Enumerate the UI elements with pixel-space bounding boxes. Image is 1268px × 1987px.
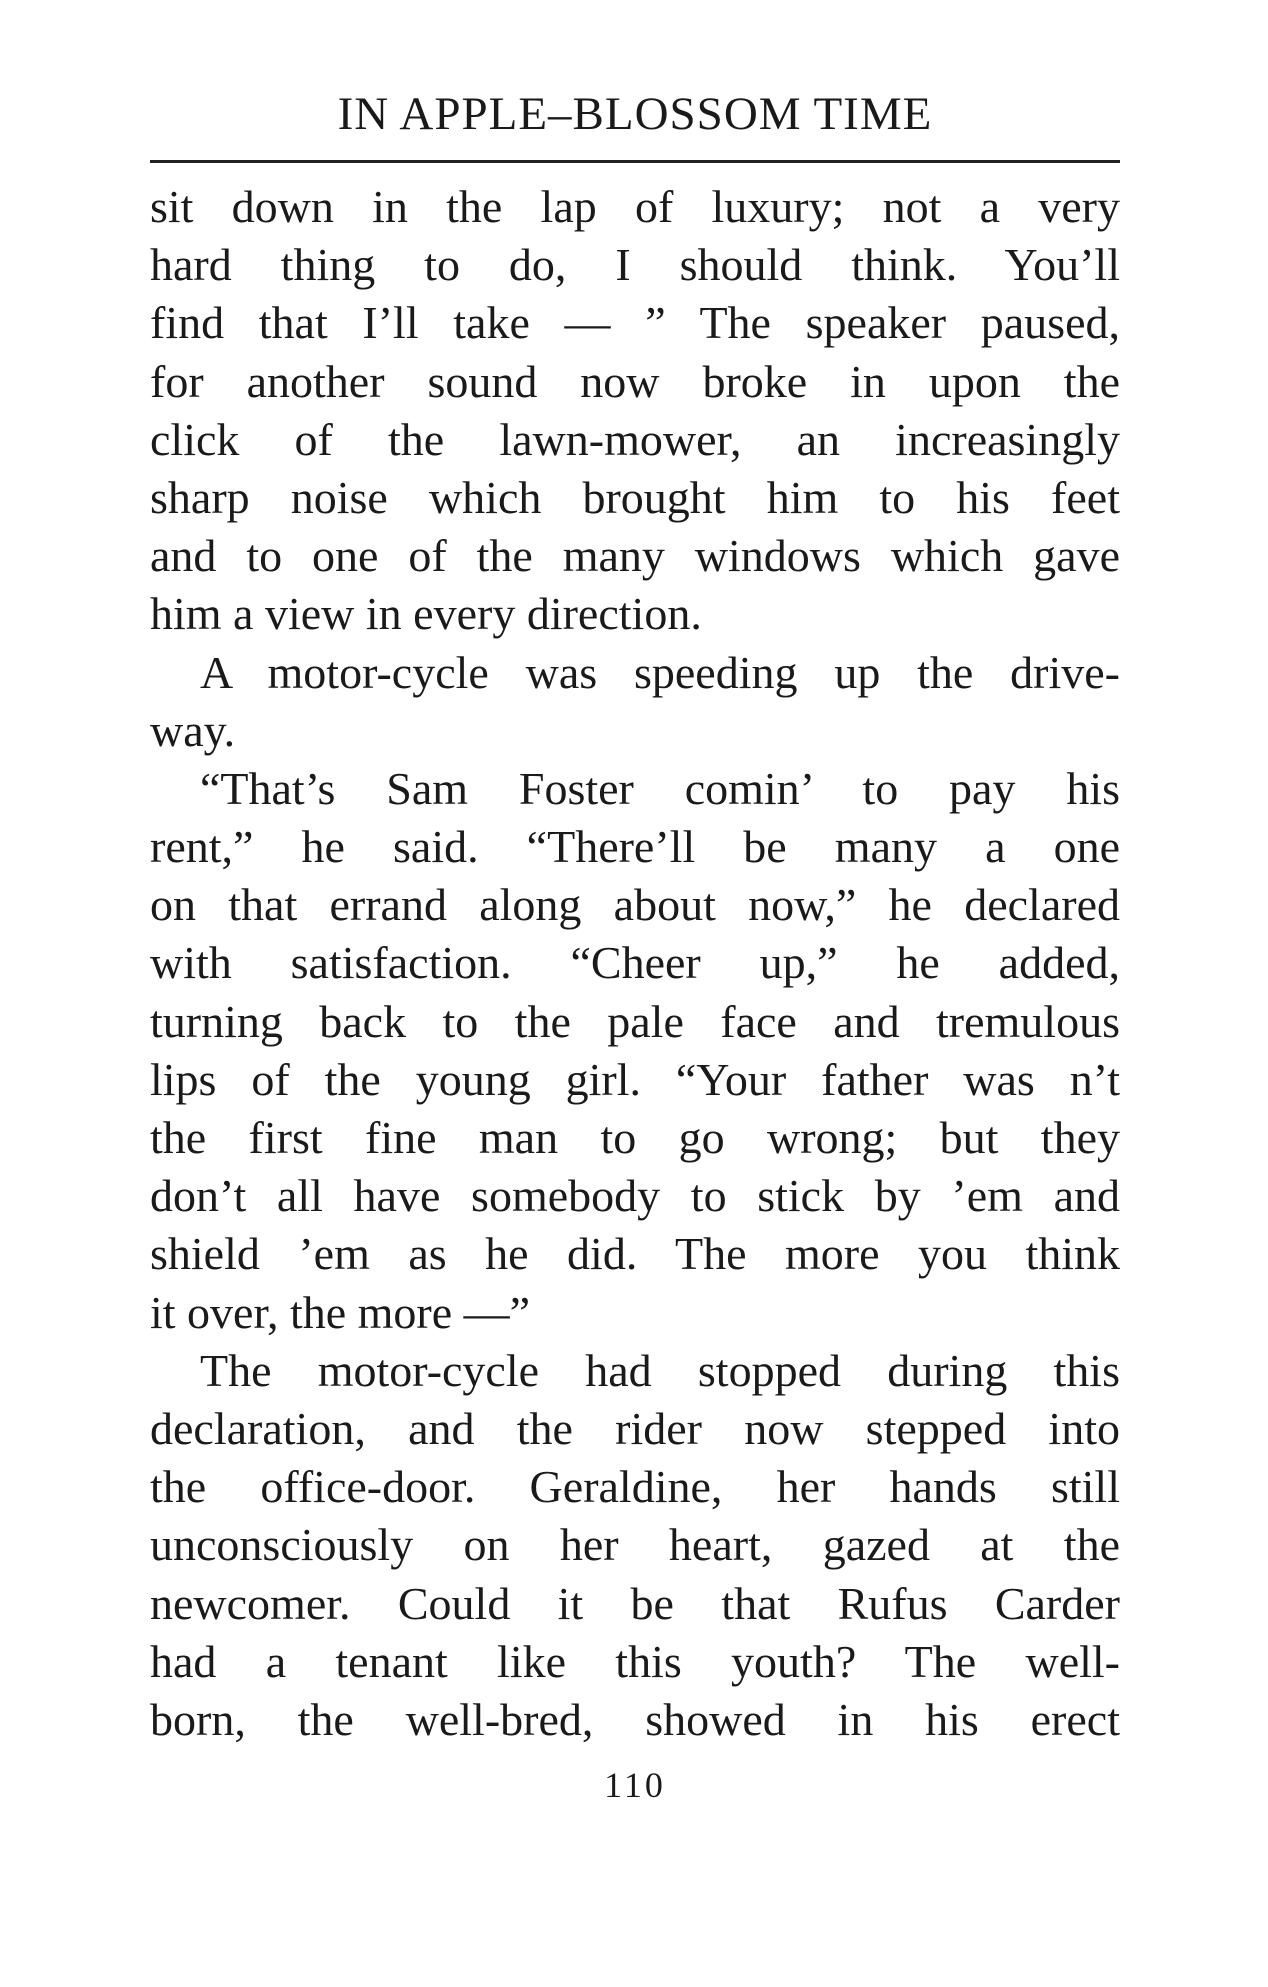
text-line: hard thing to do, I should think. You’ll bbox=[150, 239, 1120, 291]
text-line: newcomer. Could it be that Rufus Carder bbox=[150, 1577, 1120, 1629]
text-line: with satisfaction. “Cheer up,” he added, bbox=[150, 937, 1120, 989]
text-line: had a tenant like this youth? The well- bbox=[150, 1635, 1120, 1687]
text-line: sharp noise which brought him to his feet bbox=[150, 471, 1120, 523]
text-line: him a view in every direction. bbox=[150, 588, 702, 640]
text-line: lips of the young girl. “Your father was n’t bbox=[150, 1053, 1120, 1105]
text-line: rent,” he said. “There’ll be many a one bbox=[150, 821, 1120, 873]
text-line: on that errand along about now,” he declared bbox=[150, 879, 1120, 931]
text-line: find that I’ll take — ” The speaker paused, bbox=[150, 297, 1120, 349]
text-line: declaration, and the rider now stepped into bbox=[150, 1402, 1120, 1454]
text-line: The motor-cycle had stopped during this bbox=[200, 1344, 1120, 1396]
text-line: A motor-cycle was speeding up the drive- bbox=[200, 646, 1120, 698]
text-line: for another sound now broke in upon the bbox=[150, 355, 1120, 407]
text-line: born, the well-bred, showed in his erect bbox=[150, 1693, 1120, 1745]
text-line: “That’s Sam Foster comin’ to pay his bbox=[200, 762, 1120, 814]
running-head: IN APPLE–BLOSSOM TIME bbox=[337, 88, 933, 140]
text-line: turning back to the pale face and tremulous bbox=[150, 995, 1120, 1047]
text-line: the office-door. Geraldine, her hands still bbox=[150, 1461, 1120, 1513]
body-text bbox=[150, 178, 1120, 1749]
text-line: unconsciously on her heart, gazed at the bbox=[150, 1519, 1120, 1571]
text-line: sit down in the lap of luxury; not a very bbox=[150, 181, 1120, 232]
text-line: and to one of the many windows which gave bbox=[150, 530, 1120, 582]
page-number: 110 bbox=[604, 1765, 666, 1805]
text-line: don’t all have somebody to stick by ’em and bbox=[150, 1170, 1120, 1222]
header-rule bbox=[150, 160, 1120, 163]
text-line: the first fine man to go wrong; but they bbox=[150, 1112, 1120, 1163]
text-line: way. bbox=[150, 704, 236, 756]
text-line: click of the lawn-mower, an increasingly bbox=[150, 413, 1120, 465]
text-line: it over, the more —” bbox=[150, 1286, 531, 1338]
text-line: shield ’em as he did. The more you think bbox=[150, 1228, 1120, 1280]
